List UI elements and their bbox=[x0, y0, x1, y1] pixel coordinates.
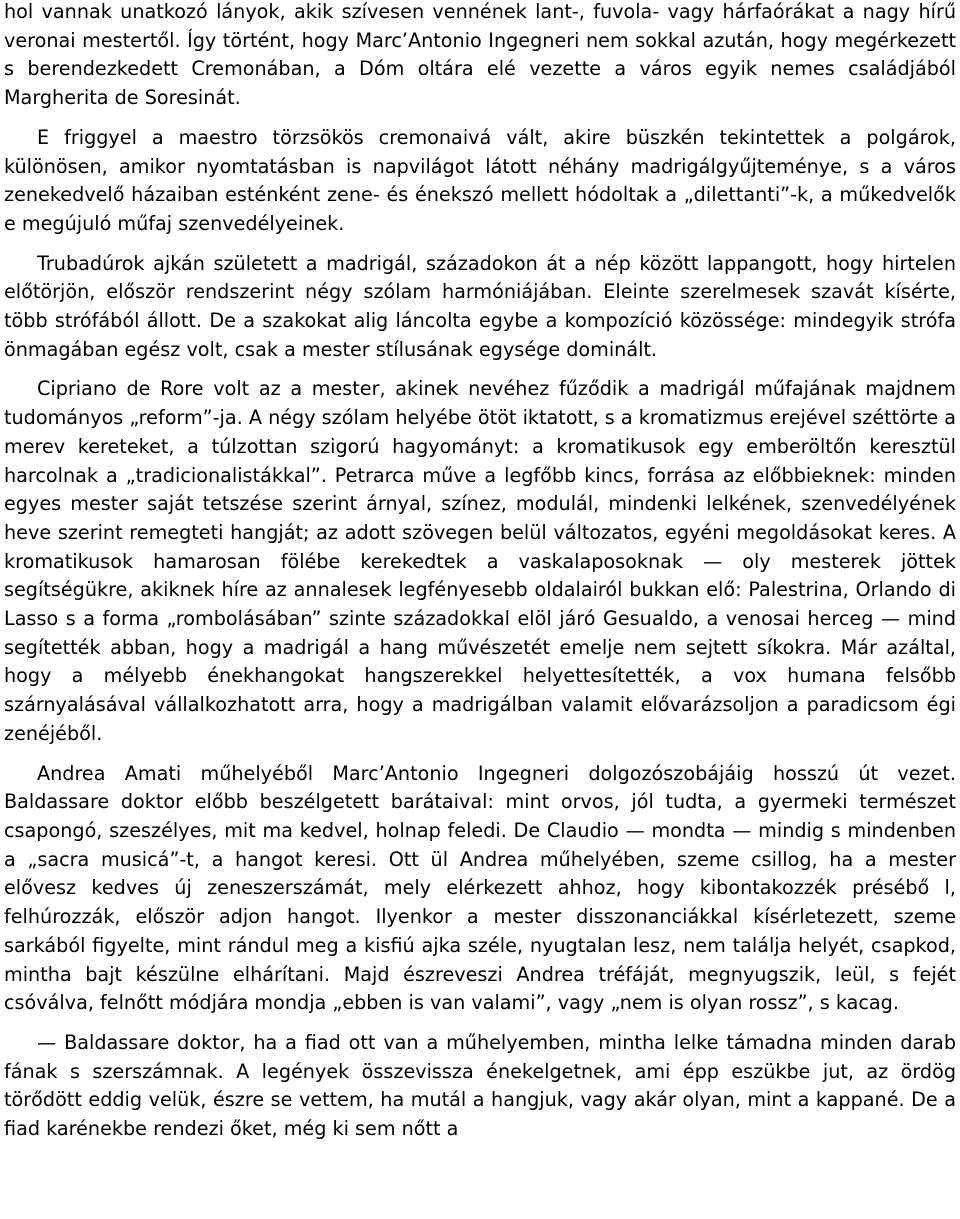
paragraph-5: Andrea Amati műhelyéből Marc’Antonio Ingegneri dolgozószobájáig hosszú út vezet. Baldassare doktor előbb beszélgetett barátaival: mint orvos, jól tudta, a gyermeki természet csapongó, szeszélyes, mit ma kedvel, holnap feledi. De Claudio — mondta — mindig s mindenben a „sacra musicá”-t, a hangot keresi. Ott ül Andrea műhelyében, szeme csillog, ha a mester elővesz kedves új zeneszerszámát, mely elérkezett ahhoz, hogy kibontakozzék présébő l, felhúrozzák, először adjon hangot. Ilyenkor a mester disszonanciákkal kísérletezett, szeme sarkából figyelte, mint rándul meg a kisfiú ajka széle, nyugtalan lesz, nem találja helyét, csapkod, mintha bajt készülne elhárítani. Majd észreveszi Andrea tréfáját, megnyugszik, leül, s fejét csóválva, felnőtt módjára mondja „ebben is van valami”, vagy „nem is olyan rossz”, s kacag. bbox=[4, 761, 956, 1015]
paragraph-6: — Baldassare doktor, ha a fiad ott van a műhelyemben, mintha lelke támadna minden darab fának s szerszámnak. A legények összevissza énekelgetnek, ami épp eszükbe jut, az ördög törődött eddig velük, észre se vettem, ha mutál a hangjuk, vagy akár olyan, mint a kappané. De a fiad karénekbe rendezi őket, még ki sem nőtt a bbox=[4, 1030, 956, 1141]
paragraph-3: Trubadúrok ajkán született a madrigál, századokon át a nép között lappangott, hogy hirtelen előtörjön, először rendszerint négy szólam harmóniájában. Eleinte szerelmesek szavát kísérte, több strófából állott. De a szakokat alig láncolta egybe a kompozíció közössége: mindegyik strófa önmagában egész volt, csak a mester stílusának egysége dominált. bbox=[4, 251, 956, 361]
paragraph-4: Cipriano de Rore volt az a mester, akinek nevéhez fűződik a madrigál műfajának majdnem tudományos „reform”-ja. A négy szólam helyébe ötöt iktatott, s a kromatizmus erejével széttörte a merev kereteket, a túlzottan szigorú hagyományt: a kromatikusok egy emberöltőn keresztül harcolnak a „tradicionalistákkal”. Petrarca műve a legfőbb kincs, forrása az előbbieknek: minden egyes mester saját tetszése szerint árnyal, színez, modulál, mindenki lelkének, szenvedélyének heve szerint remegteti hangját; az adott szövegen belül változatos, egyéni megoldásokat keres. A kromatikusok hamarosan fölébe kerekedtek a vaskalaposoknak — oly mesterek jöttek segítségükre, akiknek híre az annalesek legfényesebb oldalairól bukkan elő: Palestrina, Orlando di Lasso s a forma „rombolásában” szinte századokkal elöl járó Gesualdo, a venosai herceg — mind segítették abban, hogy a madrigál a hang művészetét emelje nem sejtett síkokra. Már azáltal, hogy a mélyebb énekhangokat hangszerekkel helyettesítették, a vox humana felsőbb szárnyalásával vállalkozhatott arra, hogy a madrigálban valamit elővarázsoljon a paradicsom égi zenéjéből. bbox=[4, 377, 956, 745]
paragraph-2: E friggyel a maestro törzsökös cremonaivá vált, akire büszkén tekintettek a polgárok, különösen, amikor nyomtatásban is napvilágot látott néhány madrigálgyűjteménye, s a város zenekedvelő házaiban esténként zene- és énekszó mellett hódoltak a „dilettanti”-k, a műkedvelők e megújuló műfaj szenvedélyeinek. bbox=[4, 125, 956, 235]
paragraph-1: hol vannak unatkozó lányok, akik szívesen vennének lant-, fuvola- vagy hárfaórákat a nagy hírű veronai mestertől. Így történt, hogy Marc’Antonio Ingegneri nem sokkal azután, hogy megérkezett s berendezkedett Cremonában, a Dóm oltára elé vezette a város egyik nemes családjából Margherita de Soresinát. bbox=[4, 0, 956, 110]
